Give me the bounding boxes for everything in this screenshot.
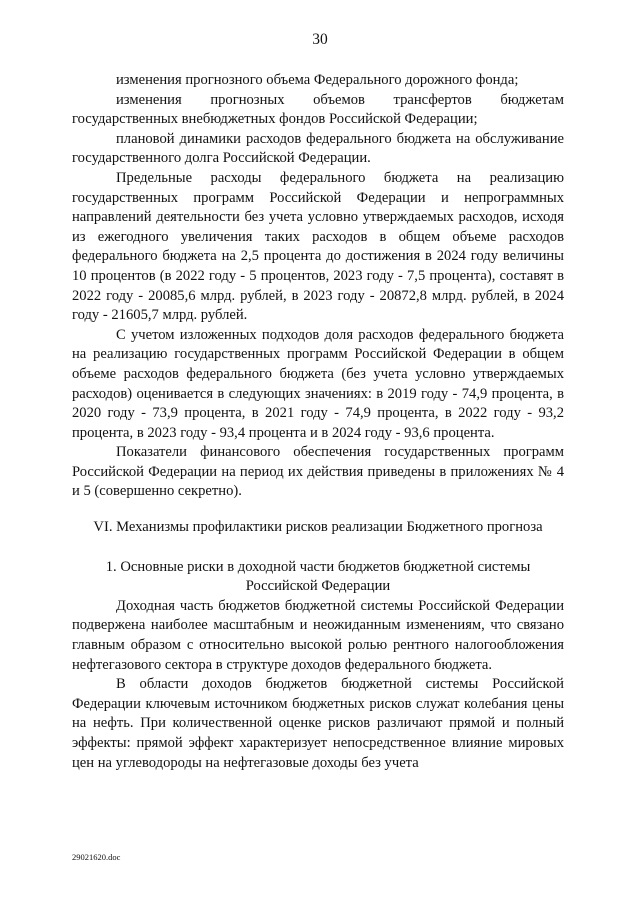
section-heading: VI. Механизмы профилактики рисков реализации Бюджетного прогноза <box>93 519 543 536</box>
paragraph-6: Показатели финансового обеспечения государственных программ Российской Федерации на период их действия приведены в приложениях № 4 и 5 (совершенно секретно). <box>72 444 564 500</box>
paragraph-8: В области доходов бюджетов бюджетной системы Российской Федерации ключевым источником бюджетных рисков служат колебания цены на нефть. При количественной оценке рисков различают прямой и полный эффекты: прямой эффект характеризует непосредственное влияние мировых цен на углеводороды на нефтегазовые доходы без учета <box>72 676 564 771</box>
footer-document-code: 29021620.doc <box>72 852 121 862</box>
paragraph-4: Предельные расходы федерального бюджета на реализацию государственных программ Российской Федерации и непрограммных направлений деятельности без учета условно утверждаемых расходов, исходя из ежегодного увеличения таких расходов в общем объеме расходов федерального бюджета на 2,5 процента до достижения в 2024 году величины 10 процентов (в 2022 году - 5 процентов, 2023 году - 7,5 процента), составят в 2022 году - 20085,6 млрд. рублей, в 2023 году - 20872,8 млрд. рублей, в 2024 году - 21605,7 млрд. рублей. <box>72 169 564 324</box>
paragraph-3: плановой динамики расходов федерального бюджета на обслуживание государственного долга Российской Федерации. <box>72 130 564 167</box>
page-number: 30 <box>312 31 328 48</box>
subsection-heading-line-1: 1. Основные риски в доходной части бюджетов бюджетной системы <box>105 558 531 575</box>
paragraph-5: С учетом изложенных подходов доля расходов федерального бюджета на реализацию государственных программ Российской Федерации в общем объеме расходов федерального бюджета (без учета условно утверждаемых расходов) оценивается в следующих значениях: в 2019 году - 74,9 процента, в 2020 году - 73,9 процента, в 2021 году - 74,9 процента, в 2022 году - 93,2 процента, в 2023 году - 93,4 процента и в 2024 году - 93,6 процента. <box>72 326 564 441</box>
paragraph-1: изменения прогнозного объема Федерального дорожного фонда; <box>116 72 519 88</box>
paragraph-2: изменения прогнозных объемов трансфертов бюджетам государственных внебюджетных фондов Российской Федерации; <box>72 91 564 128</box>
subsection-heading-line-2: Российской Федерации <box>245 578 391 595</box>
paragraph-7: Доходная часть бюджетов бюджетной системы Российской Федерации подвержена наиболее масштабным и неожиданным изменениям, что связано главным образом с относительно высокой ролью рентного налогообложения нефтегазового сектора в структуре доходов федерального бюджета. <box>72 597 564 673</box>
subsection-heading <box>72 558 564 597</box>
page-body <box>72 71 564 773</box>
